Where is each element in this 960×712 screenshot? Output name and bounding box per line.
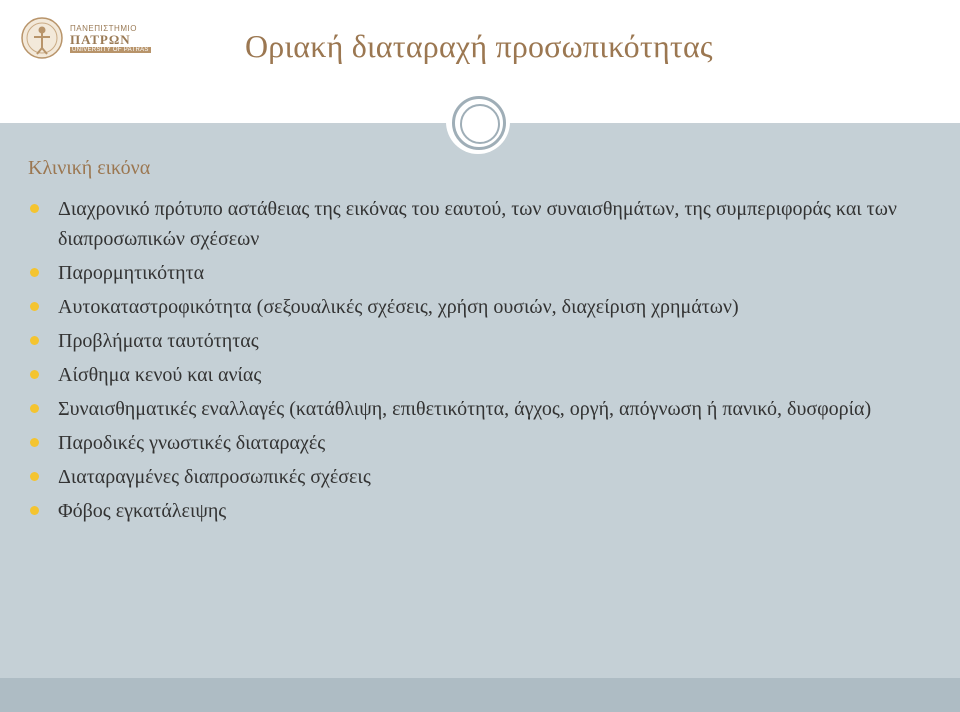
bullet-item bbox=[28, 194, 908, 254]
bullet-text: Αυτοκαταστροφικότητα (σεξουαλικές σχέσεις, χρήση ουσιών, διαχείριση χρημάτων) bbox=[58, 296, 739, 318]
bullet-dot-icon bbox=[30, 336, 39, 345]
bullet-text: Αίσθημα κενού και ανίας bbox=[58, 364, 262, 386]
section-heading: Κλινική εικόνα bbox=[28, 157, 151, 179]
circle-emblem-ring-inner bbox=[460, 104, 500, 144]
bullet-item bbox=[28, 292, 908, 322]
bullet-dot-icon bbox=[30, 268, 39, 277]
bullet-item bbox=[28, 428, 908, 458]
bullet-dot-icon bbox=[30, 438, 39, 447]
bullet-dot-icon bbox=[30, 404, 39, 413]
logo-text-patras: ΠΑΤΡΩΝ bbox=[70, 32, 131, 47]
logo-text-english: UNIVERSITY OF PATRAS bbox=[72, 47, 149, 53]
bottom-bar bbox=[0, 678, 960, 712]
bullet-text: Διαταραγμένες διαπροσωπικές σχέσεις bbox=[58, 466, 371, 488]
bullet-text: Διαχρονικό πρότυπο αστάθειας της εικόνας του εαυτού, των συναισθημάτων, της συμπεριφοράς και των διαπροσωπικών σχέσεων bbox=[58, 198, 897, 250]
bullet-item bbox=[28, 462, 908, 492]
bullet-item bbox=[28, 496, 908, 526]
bullet-dot-icon bbox=[30, 370, 39, 379]
bullet-item bbox=[28, 326, 908, 356]
bullet-text: Προβλήματα ταυτότητας bbox=[58, 330, 259, 352]
bullet-list bbox=[28, 194, 908, 530]
bullet-text: Παροδικές γνωστικές διαταραχές bbox=[58, 432, 326, 454]
bullet-dot-icon bbox=[30, 204, 39, 213]
bullet-text: Φόβος εγκατάλειψης bbox=[58, 500, 227, 522]
bullet-item bbox=[28, 258, 908, 288]
logo-text-university: ΠΑΝΕΠΙΣΤΗΜΙΟ bbox=[70, 24, 137, 33]
bullet-item bbox=[28, 394, 908, 424]
bullet-text: Παρορμητικότητα bbox=[58, 262, 205, 284]
bullet-item bbox=[28, 360, 908, 390]
bullet-text: Συναισθηματικές εναλλαγές (κατάθλιψη, επιθετικότητα, άγχος, οργή, απόγνωση ή πανικό, δυσφορία) bbox=[58, 398, 872, 420]
university-seal-icon bbox=[20, 16, 64, 60]
page-title: Οριακή διαταραχή προσωπικότητας bbox=[245, 28, 713, 64]
bullet-dot-icon bbox=[30, 472, 39, 481]
bullet-dot-icon bbox=[30, 302, 39, 311]
bullet-dot-icon bbox=[30, 506, 39, 515]
